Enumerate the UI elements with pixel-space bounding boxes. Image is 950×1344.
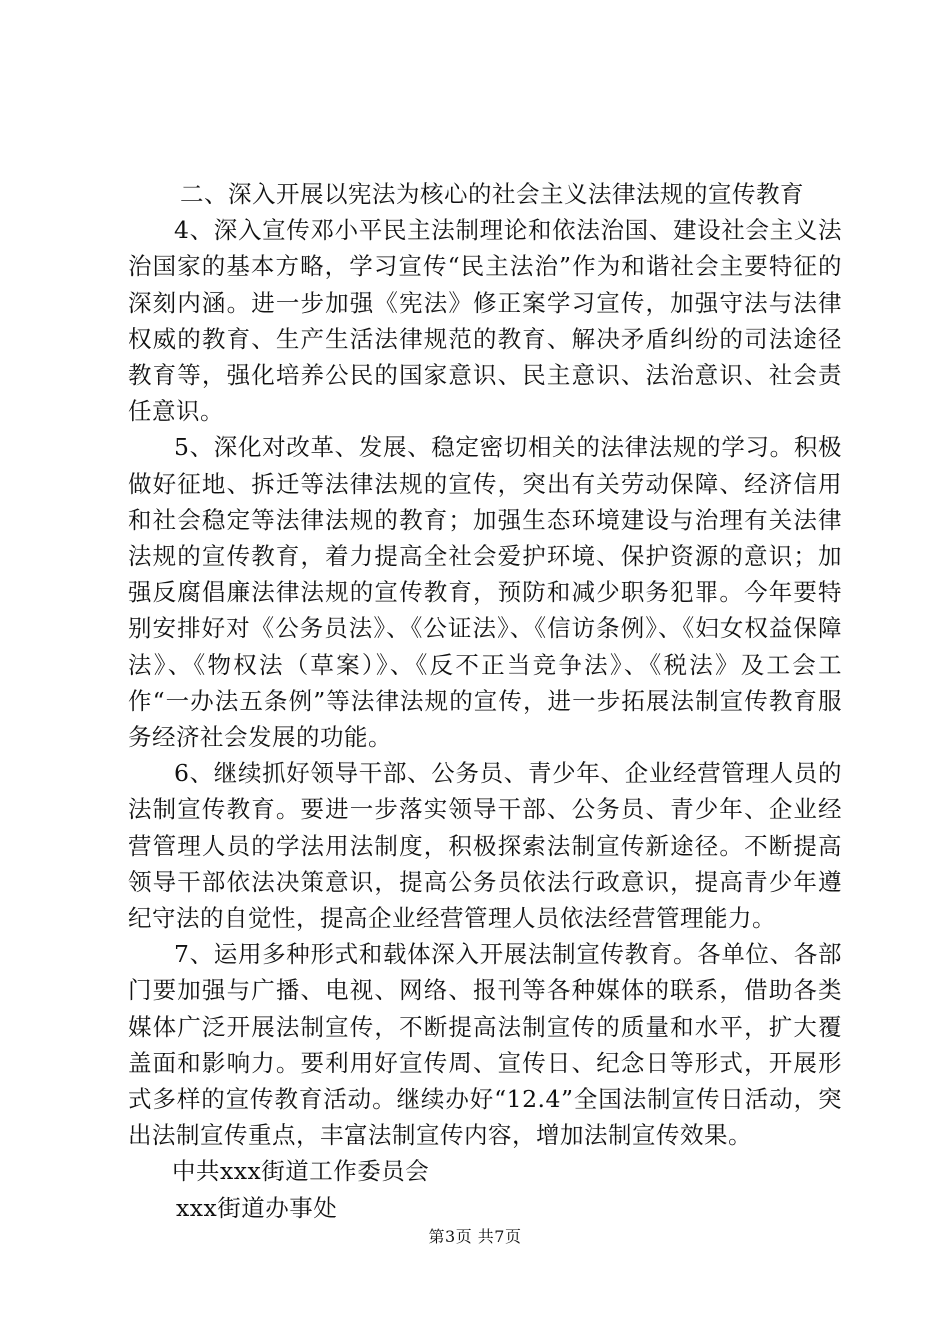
page-number-footer: 第3页 共7页 (428, 1227, 522, 1246)
signature-office: xxx街道办事处 (176, 1193, 338, 1222)
paragraph-item-7: 7、运用多种形式和载体深入开展法制宣传教育。各单位、各部门要加强与广播、电视、网络、报刊等各种媒体的联系，借助各类媒体广泛开展法制宣传，不断提高法制宣传的质量和水平，扩大覆盖面和影响力。要利用好宣传周、宣传日、纪念日等形式，开展形式多样的宣传教育活动。继续办好“12.4”全国法制宣传日活动，突出法制宣传重点，丰富法制宣传内容，增加法制宣传效果。 (128, 940, 842, 1150)
paragraph-item-6: 6、继续抓好领导干部、公务员、青少年、企业经营管理人员的法制宣传教育。要进一步落实领导干部、公务员、青少年、企业经营管理人员的学法用法制度，积极探索法制宣传新途径。不断提高领导干部依法决策意识，提高公务员依法行政意识，提高青少年遵纪守法的自觉性，提高企业经营管理人员依法经营管理能力。 (128, 759, 842, 933)
section-heading: 二、深入开展以宪法为核心的社会主义法律法规的宣传教育 (180, 180, 804, 208)
document-body (128, 176, 842, 1226)
signature-committee: 中共xxx街道工作委员会 (172, 1157, 430, 1186)
paragraph-item-5: 5、深化对改革、发展、稳定密切相关的法律法规的学习。积极做好征地、拆迁等法律法规的宣传，突出有关劳动保障、经济信用和社会稳定等法律法规的教育；加强生态环境建设与治理有关法律法规的宣传教育，着力提高全社会爱护环境、保护资源的意识；加强反腐倡廉法律法规的宣传教育，预防和减少职务犯罪。今年要特别安排好对《公务员法》、《公证法》、《信访条例》、《妇女权益保障法》、《物权法（草案）》、《反不正当竞争法》、《税法》及工会工作“一办法五条例”等法律法规的宣传，进一步拓展法制宣传教育服务经济社会发展的功能。 (128, 433, 842, 752)
paragraph-item-4: 4、深入宣传邓小平民主法制理论和依法治国、建设社会主义法治国家的基本方略，学习宣传“民主法治”作为和谐社会主要特征的深刻内涵。进一步加强《宪法》修正案学习宣传，加强守法与法律权威的教育、生产生活法律规范的教育、解决矛盾纠纷的司法途径教育等，强化培养公民的国家意识、民主意识、法治意识、社会责任意识。 (128, 216, 842, 426)
